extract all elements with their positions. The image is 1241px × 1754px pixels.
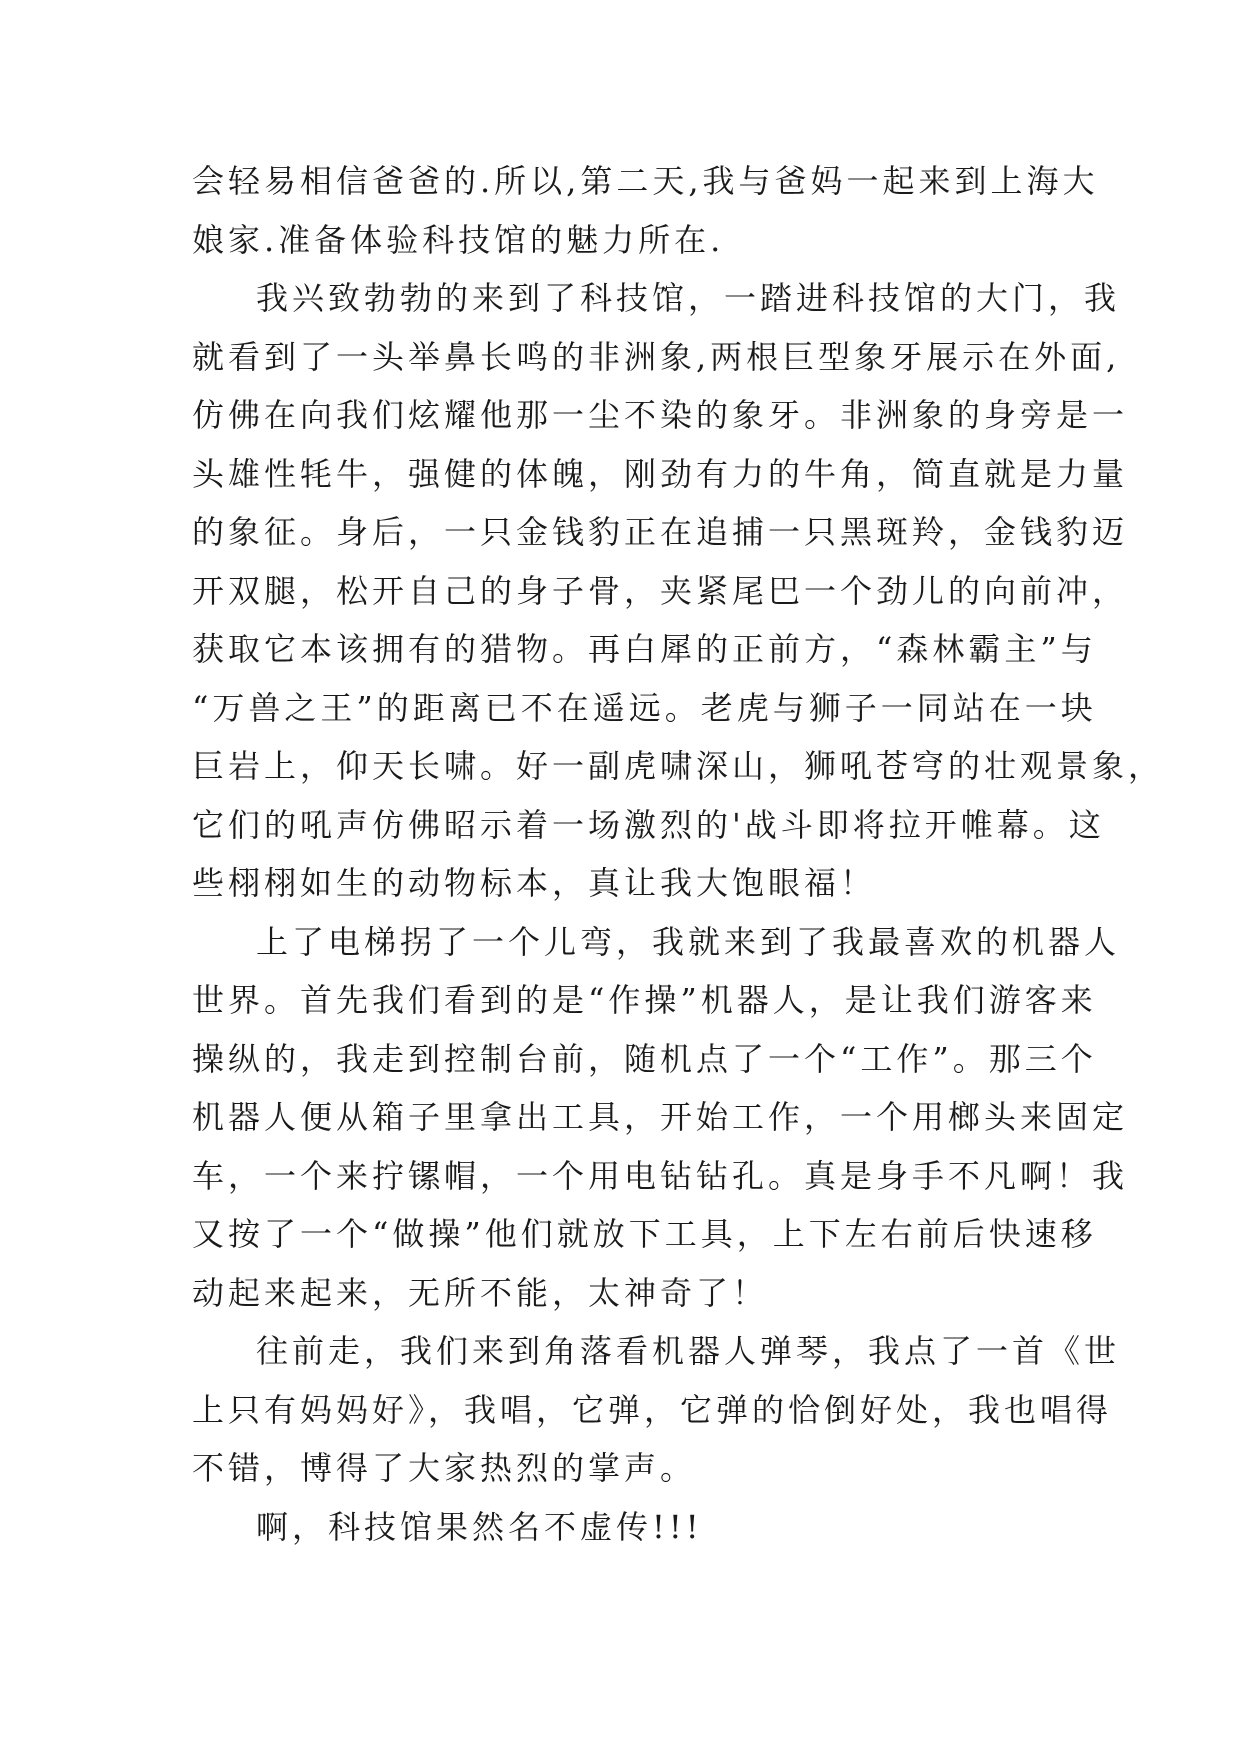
text-line: 开双腿，松开自己的身子骨，夹紧尾巴一个劲儿的向前冲， [192, 571, 1129, 610]
text-line: 就看到了一头举鼻长鸣的非洲象,两根巨型象牙展示在外面, [192, 337, 1121, 376]
text-line: 头雄性牦牛，强健的体魄，刚劲有力的牛角，简直就是力量 [192, 454, 1129, 493]
text-line: “万兽之王”的距离已不在遥远。老虎与狮子一同站在一块 [192, 688, 1097, 727]
text-line: 会轻易相信爸爸的.所以,第二天,我与爸妈一起来到上海大 [192, 162, 1099, 200]
text-line: 操纵的，我走到控制台前，随机点了一个“工作”。那三个 [192, 1039, 1097, 1078]
text-line: 往前走，我们来到角落看机器人弹琴，我点了一首《世 [256, 1332, 1121, 1370]
text-line: 娘家.准备体验科技馆的魅力所在. [192, 220, 725, 259]
text-line: 不错，博得了大家热烈的掌声。 [192, 1449, 697, 1487]
text-line: 巨岩上，仰天长啸。好一副虎啸深山，狮吼苍穹的壮观景象， [192, 747, 1165, 785]
text-line: 些栩栩如生的动物标本，真让我大饱眼福！ [192, 864, 877, 902]
text-line: 它们的吼声仿佛昭示着一场激烈的'战斗即将拉开帷幕。这 [192, 805, 1105, 844]
text-line: 获取它本该拥有的猎物。再白犀的正前方，“森林霸主”与 [192, 630, 1097, 668]
text-line: 动起来起来，无所不能，太神奇了！ [192, 1273, 769, 1312]
text-line: 的象征。身后，一只金钱豹正在追捕一只黑斑羚，金钱豹迈 [192, 513, 1129, 551]
text-line: 仿佛在向我们炫耀他那一尘不染的象牙。非洲象的身旁是一 [192, 396, 1129, 434]
text-line: 机器人便从箱子里拿出工具，开始工作，一个用榔头来固定 [192, 1098, 1129, 1136]
text-line: 上只有妈妈好》，我唱，它弹，它弹的恰倒好处，我也唱得 [192, 1390, 1113, 1429]
text-line: 啊，科技馆果然名不虚传!!! [256, 1507, 703, 1546]
text-line: 又按了一个“做操”他们就放下工具，上下左右前后快速移 [192, 1215, 1097, 1253]
body-text [192, 152, 1165, 1556]
text-line: 世界。首先我们看到的是“作操”机器人，是让我们游客来 [192, 981, 1097, 1019]
text-line: 车，一个来拧镙帽，一个用电钻钻孔。真是身手不凡啊！我 [192, 1156, 1129, 1195]
text-line: 上了电梯拐了一个儿弯，我就来到了我最喜欢的机器人 [256, 922, 1121, 961]
text-line: 我兴致勃勃的来到了科技馆，一踏进科技馆的大门，我 [256, 279, 1121, 317]
